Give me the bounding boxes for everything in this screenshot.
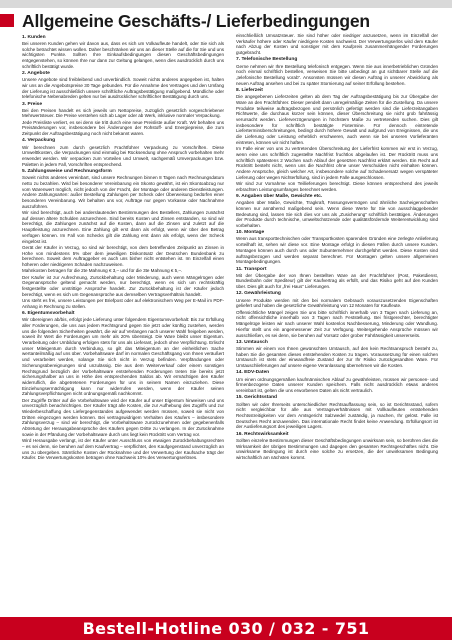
section-paragraph: Wird Herausgabe verlangt, ist der Käufer unter Ausschluss von etwaigen Zurückbehaltungsrechten – es sei denn, sie beruhen auf dem Kaufvertrag – verpflichtet, den Kaufgegenstand unverzüglich an uns zu übergeben. Sämtliche Kosten der Rücknahme und der Verwertung der Kaufsache trägt der Käufer. Die Verwertungskosten betragen ohne Nachweis 10% des Verwertungserlöses. xyxy=(22,438,224,461)
section-paragraph: einschließlich Umsatzsteuer. Sie sind höher oder niedriger anzusetzen, wenn im Einzelfall der Verkäufer höhere oder Käufer niedrigere Kosten nachweist. Der Verwertungserlös wird dem Käufer nach Abzug der Kosten und sonstiger mit dem Kaufpreis zusammenhängender Forderungen gutgebracht. xyxy=(236,33,438,56)
section-paragraph: Stimmen wir einem von Ihnen gewünschten Umtausch, auf den kein Rechtsanspruch besteht zu, haben Sie die gesamten dieses entstehenden Kosten zu tragen. Voraussetzung für einen solchen Umtausch ist stets der einwandfreie Zustand der zur Ihr Risiko zurückgesandten Ware. Für Umtauschlieferungen auf unsere eigene Veranlassung übernehmen wir die Kosten. xyxy=(236,346,438,369)
section-paragraph: Der Käufer ist zur Aufrechnung, Zurückbehaltung oder Minderung, auch wenn Mängelrügen oder Gegenansprüche geltend gemacht werden, nur berechtigt, wenn es sich um rechtskräftig festgestellte oder unstrittige Ansprüche handelt. Zur Zurückbehaltung ist der Käufer jedoch berechtigt, wenn es sich um Gegenansprüche aus demselben Vertragsverhältnis handelt. xyxy=(22,274,224,297)
section-heading: 12. Gewährleistung xyxy=(236,291,281,297)
section-paragraph: Unsere Produkte werden mit den bei normalem Gebrauch vorauszusetzenden Eigenschaften geliefert und haben die gesetzliche Gewährleistung von 12 Monaten für Kaufleute. xyxy=(236,297,438,309)
section-paragraph: Angaben über Maße, Gewichte, Tragkraft, Fassungsvermögen und ähnliche Sacheigenschaften können nur annähernd maßgebend sein. Wenn diese Werte für Sie von ausschlaggebender Bedeutung sind, lassen Sie sich dies vor uns als „Zusicherung“ schriftlich bestätigen. Änderungen der Produkte durch technische, umweltschützende oder qualitätsfördernde Weiterentwicklung sind vorbehalten. xyxy=(236,200,438,228)
section-heading: 2. Angebote xyxy=(22,70,50,76)
page-title: Allgemeine Geschäfts-/ Lieferbedingungen xyxy=(22,11,370,31)
section-paragraph: Gerät der Käufer in Verzug, so sind wir berechtigt, von dem betreffenden Zeitpunkt an Zinsen in Höhe von mindestens 5% über dem jeweiligen Diskontsatz der Deutschen Bundesbank zu berechnen. Soweit dem Auftraggeber es auch uns bisher nicht entstehen ist. Im Einzelfall einen höheren oder niedrigeren Schaden nachzuweisen. xyxy=(22,244,224,267)
section-heading: 5. Zahlungsweise und Rechnungsform xyxy=(22,169,112,175)
title-area xyxy=(0,11,452,31)
section-paragraph: Gerne nehmen wir Ihre Bestellung telefonisch entgegen. Wenn Sie aus innerbetrieblichen Gründen noch einmal schriftlich bestellen, verweisen Sie bitte unbedingt an gut sichtbarer Stelle auf die „telefonische Bestellung vorab“. Ansonsten müssen wir diesen Auftrag in unserer Abwicklung als neuen Auftrag ansehen und bei zu später Stornierung auf seiner Erfüllung bestehen. xyxy=(236,63,438,86)
section-paragraph: Wenn aus transporttechnischen oder Transportkosten sparenden Gründen eine zerlegte Anlieferung vorteilhaft ist, sehen wir diese vor. Eine Montage erfolgt in diesen Fällen durch unsere Kunden. Montagen können auch durch uns oder Subunternehmer durchgeführt werden. Diese Kosten sind auftragsbezogen und werden separat berechnet. Für Montagen gelten unsere allgemeinen Montagebedingungen. xyxy=(236,236,438,265)
section-heading: 4. Verpackung xyxy=(22,138,56,144)
section-paragraph: Sollten wir oder Ihrerseits unterschiedlicher Rechtsauffassung sein, so ist Gerichtsstand, sofern nicht vergleichbar für alle aus Vertragsverhältnissen mit Vollkaufleuten entstehenden Rechtsstreitigkeiten vor dem Amtsgericht Salzwedel zuständig, ja machen, Ihr gelöst. Falle ist Deutsches Recht anzuwenden. Das internationale Recht findet keine Anwendung. Erfüllungsort ist der Auslieferungsort des jeweiligen Lagers. xyxy=(236,401,438,430)
section-paragraph: Soweit nichts anderes vereinbart, sind unsere Rechnungen binnen 8 Tagen nach Rechnungsdatum netto zu bezahlen. Wird bei besonderer Vereinbarung ein Skonto gewährt, ist ein Skontoabzug nur vom Warenwert möglich, nicht jedoch von der Fracht, der Montage oder anderen Dienstleistungen. Andere Zahlungsarten: außer Bestellung Zahlungen per Scheck oder Überweisung bedürfen einer besonderen Vereinbarung. Wir behalten uns vor, Aufträge nur gegen Vorkasse oder Nachnahme auszuführen. xyxy=(22,175,224,209)
section-heading: 9. Angaben über Maße, Gewichte etc. xyxy=(236,193,323,199)
section-paragraph: Mahnkosten betragen für die 2te Mahnung € 3,– und für die 3te Mahnung € 5,–. xyxy=(22,268,183,274)
section-paragraph: Offensichtliche Mängel zeigen Sie uns bitte schriftlich innerhalb von 3 Tagen nach Lieferung an, nicht offensichtliche innerhalb von 3 Tagen nach Feststellung. Bei fristgerechter, berechtigter Mängelrüge leisten wir nach unserer Wahl kostenlos Nachbesserung, Minderung oder Wandlung. Hierfür stellt uns ein angemessener Zeit zur Verfügung. Weitergehende Ansprüche müssen wir ausschließen, es sei denn, sie beruhen auf Vorsatz oder grober Fahrlässigkeit unsererseits. xyxy=(236,309,438,338)
section-paragraph: Wir berechnen zum durch gesetzlich Frachtführer Verpackung zu Vorschriften. Diese Umwelttkosten, die Verpackungen sind einmalig bei Rücksendung ohne Anspruch vorbehalten mehr erwendet werden. Wir verpacken zum Vorteilen und Umwelt, sachgemäß Umverpackungen bzw. Paletten in jedem Fall, Vorschriften entsprechend. xyxy=(22,144,224,167)
top-band xyxy=(0,0,452,8)
hotline-text: Bestell-Hotline 030 / 032 - 751 xyxy=(82,619,370,638)
title-accent-bar xyxy=(0,14,14,27)
section-paragraph: Uns steht es frei, unsere Leistungen per Briefpost oder auf elektronischem Weg per E-Mail im PDF-Anhang in Rechnung zu stellen. xyxy=(22,297,224,309)
section-heading: 15. Gerichtsstand xyxy=(236,395,278,401)
section-paragraph: Mit der Übergabe der von Ihnen bestellten Ware an der Frachtführer (Post, Paketdienst, Bundesbahn oder Spediteur) gilt der Kaufvertrag als erfüllt, und das Risiko geht auf den Kunden über. Dies gilt auch für „frei Haus“ Lieferungen. xyxy=(236,272,438,290)
section-paragraph: Im Falle einer von uns zu vertretenden Überschreitung der Lieferfrist kommen wir erst in Verzug, wenn eine uns schriftlich zugestellte Nachfrist fruchtlos abgelaufen ist. Der Rücktritt muss uns schriftlich spätestens 2 Wochen nach Ablauf der gesetzten Nachfrist erklärt werden. Ein Recht auf Rücktritt besteht nicht, wenn uns die Nachfrist ohne unser Verschulden nicht einhalten können. Andere Ansprüche, gleich welcher Art, insbesondere solche auf Schadenersatz wegen verspäteter Lieferung oder wegen Nichterfüllung, sind in jedem Falle ausgeschlossen. xyxy=(236,146,438,180)
section-heading: 1. Kunden xyxy=(22,34,46,40)
section-paragraph: Die angegebenen Lieferzeiten gelten ab dem Tag der Auftragsbestätigung bis zur Übergabe der Ware an den Frachtführer. Dieser pendelt dann unregelmäßige Zeiten für die Zustellung. Da unsere Produkte teilweise auftragsbezogen und persönlich gefertigt werden sind die Lieferzeitangaben Richtwerte, die durchaus kürzer sein können, dieser Überschreitung sie nicht grob fahrlässig verursacht werden. Lieferverzögerungen in höchstem Maße zu vertretenden suchen. Dies gilt insbesondere für schriftlich bestätigte Fixtermine. Für dennoch eintretende Lieferterminüberschreitungen, bedingt durch höhere Gewalt und aufgrund von Ereignissen, die uns die Lieferung oder Leistung erheblich erschweren, auch wenn sie bei unseren Vorlieferanten eintreten, können wir nicht haften. xyxy=(236,94,438,145)
section-paragraph: Um einen ordnungsgemäßen kaufmännischen Ablauf zu gewährleisten, müssen wir personen- und firmenbezogene Daten unserer Kunden speichern. Falls nicht ausdrücklich etwas anderes vereinbart ist, gelten die uns erworbenen Daten als nicht vertraulich. xyxy=(236,376,438,394)
section-paragraph: Bei unseren Kunden gehen wir davon aus, dass es sich um Volkaufleute handelt, oder Sie sich als solche betrachtet wissen wollen. Daher beschränken wir uns an dieser Stelle auf die für Sie und uns wichtigsten Punkte. Sollten Ihre Einkaufsbedingungen diesen Geschäftsbedingungen entgegenstehen, so können Ihre nur dann zur Geltung gelangen, wenn dies ausdrücklich durch uns schriftlich bestätigt wurde. xyxy=(22,40,224,69)
section-heading: 10. Montage xyxy=(236,230,265,236)
section-heading: 3. Preise xyxy=(22,101,43,107)
section-heading: 8. Lieferzeit xyxy=(236,88,263,94)
section-paragraph: Wir übereignen ab/bis, erfolgt jede Lieferung unter folgendem Eigentumsvorbehalt: Bis zur Erfüllung aller Forderungen, die uns aus jedem Rechtsgrund gegen Sie jetzt oder künftig zustehen, werden uns die folgenden Sicherheiten gewährt, die wir auf Verlangen nach unserer Wahl freigeben werden, soweit ihr Wert die Forderungen um mehr als 20% übersteigt. Die Ware bleibt unser Eigentum. Verarbeitung oder Umbildung erfolgen stets für uns als Lieferant, jedoch ohne Verpflichtung. Erlischt unser Miteigentum durch Verbindung, so gilt das Miteigentum an der einheitlichen Sache wertanteilmäßig auf uns über. Vorbehaltsware darf im normalen Geschäftsgang von Ihnen veräußert und verarbeitet werden, solange Sie sich nicht in Verzug befinden. Verpfändungen oder Sicherungsübereignungen sind unzulässig. Die aus dem Weiterverkauf oder einem sonstigen Rechtsgrund bezüglich der Vorbehaltsware entstehenden Forderungen treten Sie bereits jetzt sicherungshalber an uns in Höhe des entsprechenden Saldos ab. Wir ermächtigen den Käufer widerruflich, die abgetretenen Forderungen für uns in seinem Namen einzuziehen. Diese Einziehungsermächtigung kann nur widerrufen werden, wenn der Käufer seinen Zahlungsverpflichtungen nicht ordnungsgemäß nachkommt. xyxy=(22,317,224,397)
terms-columns xyxy=(22,33,438,615)
section-paragraph: Wir sind zur Vornahme von Teillieferungen berechtigt. Diese können entsprechend des jeweils erbrachten Leistungsumfanges berechnet werden. xyxy=(236,180,438,192)
section-heading: 6. Eigentumsvorbehalt xyxy=(22,310,75,316)
section-heading: 14. EDV-Daten xyxy=(236,370,270,376)
section-paragraph: Sollten einzelne Bestimmungen dieser Geschäftsbedingungen unwirksam sein, so berühren dies die Wirksamkeit der übrigen Bestimmungen und dagegen den gesamten Rechtsgeschäftes nicht. Die unwirksame Bedingung ist durch eine solche zu ersetzen, die der unwirksamen Bedingung wirtschaftlich am nächsten kommt. xyxy=(236,437,438,460)
section-heading: 16. Rechtswirksamkeit xyxy=(236,431,289,437)
section-heading: 7. Telefonische Bestellung xyxy=(236,57,298,63)
section-paragraph: Der Zugriffe Dritter auf die Vorbehaltsware wird der Käufer auf unser Eigentum hinweisen und uns unverzüglich benachrichtigen. Der Käufer trägt alle Kosten, die zur Aufhebung des Zugriffs und zur Wiederbeschaffung des Liefergegenstandes aufgewendet werden müssen, soweit sie nicht von Dritten eingezogen werden können. Bei vertragswidrigem Verhalten des Käufers – insbesondere Zahlungsverzug – sind wir berechtigt, die Vorbehaltsware zurückzunehmen oder gegebenenfalls Abtretung der Herausgabeansprüche des Käufers gegen Dritte zu verlangen. In der Zurücknahme sowie in der Pfändung der Vorbehaltsware durch uns liegt kein Rücktritt vom Vertrag vor. xyxy=(22,397,224,437)
section-heading: 13. Umtausch xyxy=(236,339,268,345)
right-column xyxy=(236,33,438,615)
left-column xyxy=(22,33,224,615)
section-paragraph: Jede Preisliste verliert, es sei denn sie tritt durch eine neue Preisliste außer Kraft. Wir behalten uns Preisänderungen vor, insbesondere bei Änderungen der Rohstoff- und Energiepreise, die zum Zeitpunkt der Auftragsbestätigung noch nicht bekannt waren. xyxy=(22,119,224,137)
section-heading: 11. Transport xyxy=(236,266,267,272)
footer-bar xyxy=(0,617,452,640)
section-paragraph: Wir sind berechtigt, auch bei anderslautenden Bestimmungen des Bestellers, Zahlungen zunächst auf dessen ältere Schulden anzurechnen. Sind bereits Kosten und Zinsen entstanden, so sind wir berechtigt, die Zahlungen zunächst auf die Kosten, dann auf die Zinsen und zuletzt auf die Hauptleistung anzurechnen. Eine Zahlung gilt erst dann als erfolgt, wenn wir über den Betrag verfügen können. Im Fall von Schecks gilt die Zahlung erst dann als erfolgt, wenn der Scheck eingelöst ist. xyxy=(22,210,224,244)
section-paragraph: Unsere Angebote sind freibleibend und unverbindlich. Soweit nichts anderes angegeben ist, halten wir uns an die Angebotspreise 30 Tage gebunden. Für die Annahme des Vertrages und den Umfang der Lieferung ist ausschließlich unsere schriftliche Auftragsbestätigung maßgebend. Mündliche oder telefonische Nebenabreden gelten nur bei ausdrücklicher schriftlicher Bestätigung durch uns. xyxy=(22,77,224,100)
section-paragraph: Bei den Preisen handelt es sich jeweils um Nettopreise, zuzüglich gesetzlich vorgeschriebener Mehrwertsteuer. Die Preise verstehen sich ab Lager oder ab Werk, inklusive normaler Verpackung. xyxy=(22,107,224,119)
